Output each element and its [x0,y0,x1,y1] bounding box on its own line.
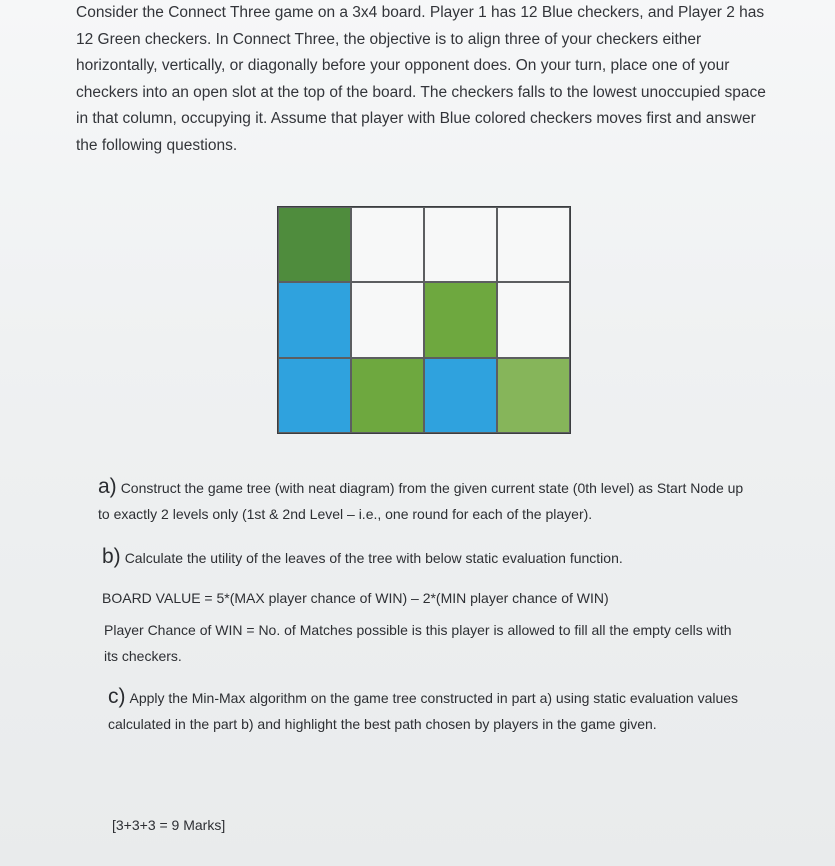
question-a-text: Construct the game tree (with neat diagram) from the given current state (0th level) as Start Node up to exactly 2 levels only (1st & 2nd Level – i.e., one round for each of the player). [98,480,744,522]
question-a [98,474,758,527]
board-cell-r2-c3 [424,282,497,357]
intro-text: Consider the Connect Three game on a 3x4 board. Player 1 has 12 Blue checkers, and Player 2 has 12 Green checkers. In Connect Three, the objective is to align three of your checkers either horizontally, vertically, or diagonally before your opponent does. On your turn, place one of your checkers into an open slot at the top of the board. The checkers falls to the lowest unoccupied space in that column, occupying it. Assume that player with Blue colored checkers moves first and answer the following questions. [76,4,766,154]
question-b [102,544,742,571]
board-value-formula-text: BOARD VALUE = 5*(MAX player chance of WIN) – 2*(MIN player chance of WIN) [102,590,609,606]
board-cell-r3-c3 [424,358,497,433]
board-cell-r2-c1 [278,282,351,357]
marks-allocation [112,812,412,838]
win-chance-definition [104,617,744,669]
board-cell-r1-c4 [497,207,570,282]
question-b-letter: b) [102,545,121,568]
board-cell-r3-c1 [278,358,351,433]
question-c-text: Apply the Min-Max algorithm on the game tree constructed in part a) using static evaluation values calculated in the part b) and highlight the best path chosen by players in the game given. [108,690,739,732]
board-cell-r3-c4 [497,358,570,433]
question-a-letter: a) [98,475,117,498]
board-cell-r1-c2 [351,207,424,282]
board-cell-r3-c2 [351,358,424,433]
win-chance-definition-text: Player Chance of WIN = No. of Matches possible is this player is allowed to fill all the empty cells with its checkers. [104,622,732,664]
board-value-formula [102,585,742,611]
marks-text: [3+3+3 = 9 Marks] [112,817,226,833]
connect-three-board [277,206,571,434]
board-cell-r1-c1 [278,207,351,282]
question-c [108,684,758,737]
question-c-letter: c) [108,685,126,708]
problem-statement [76,0,776,159]
board-cell-r1-c3 [424,207,497,282]
board-cell-r2-c4 [497,282,570,357]
board-cell-r2-c2 [351,282,424,357]
question-b-text: Calculate the utility of the leaves of the tree with below static evaluation function. [124,550,623,566]
